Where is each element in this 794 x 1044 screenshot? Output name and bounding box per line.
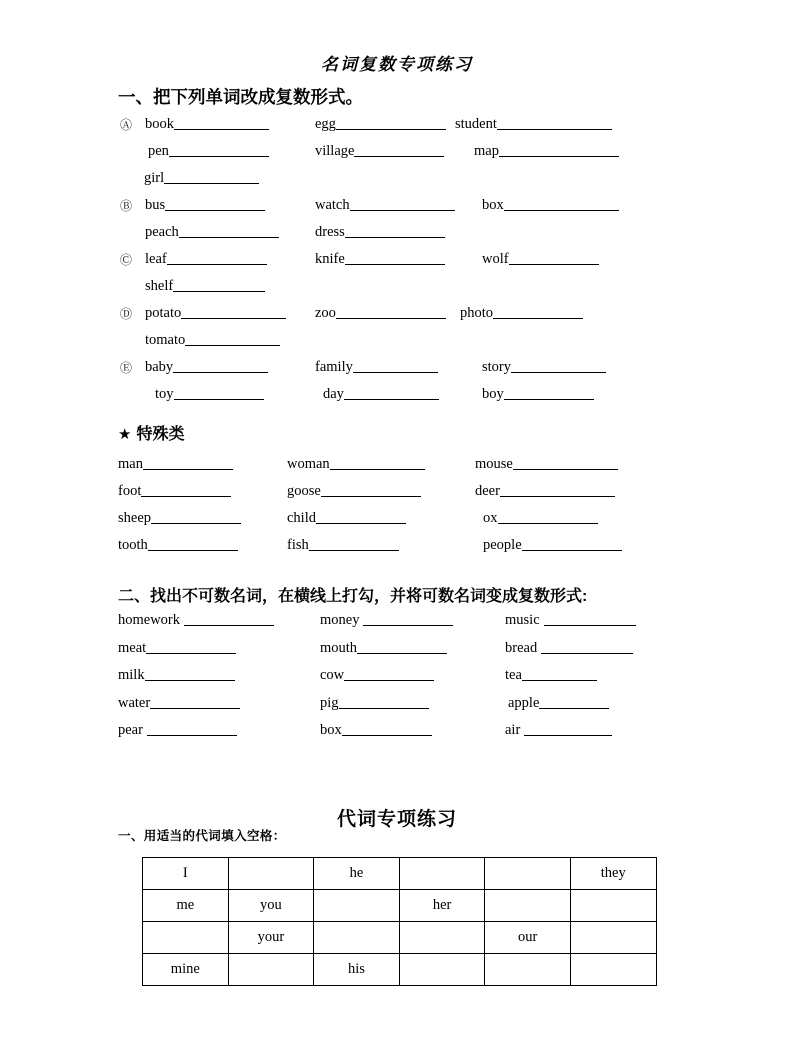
word-label: mouse: [475, 456, 513, 472]
word-blank-item: [118, 509, 241, 527]
answer-blank[interactable]: [145, 667, 235, 681]
answer-blank[interactable]: [493, 305, 583, 319]
word-blank-item: [505, 639, 633, 657]
answer-blank[interactable]: [173, 359, 268, 373]
word-blank-item: [155, 385, 264, 403]
word-blank-item: [482, 385, 594, 403]
word-blank-item: [118, 666, 235, 684]
word-label: egg: [315, 116, 336, 132]
answer-blank[interactable]: [344, 386, 439, 400]
word-blank-item: [145, 115, 269, 133]
pronoun-cell-filled: our: [485, 922, 571, 954]
word-blank-item: [148, 142, 269, 160]
answer-blank[interactable]: [184, 612, 274, 626]
page-title-pronoun: 代词专项练习: [336, 809, 457, 830]
word-blank-item: [315, 223, 445, 241]
answer-blank[interactable]: [350, 197, 455, 211]
word-blank-item: [315, 142, 444, 160]
answer-blank[interactable]: [541, 640, 633, 654]
word-label: man: [118, 456, 143, 472]
word-row: [0, 536, 794, 563]
word-blank-item: [460, 304, 583, 322]
word-blank-item: [315, 358, 438, 376]
pronoun-cell-filled: he: [314, 858, 400, 890]
word-blank-item: [320, 666, 434, 684]
star-icon: ★: [118, 426, 132, 443]
word-label: bread: [505, 639, 538, 656]
pronoun-cell-filled: they: [570, 858, 656, 890]
group-marker-icon: Ⓑ: [120, 199, 133, 213]
word-row: [0, 277, 794, 304]
special-category-heading: [118, 421, 184, 444]
word-blank-item: [145, 358, 268, 376]
answer-blank[interactable]: [169, 143, 269, 157]
word-blank-item: [475, 482, 615, 500]
pronoun-cell-filled: I: [143, 858, 229, 890]
word-blank-item: [320, 611, 453, 629]
answer-blank[interactable]: [499, 143, 619, 157]
word-label: sheep: [118, 510, 152, 526]
answer-blank[interactable]: [513, 456, 618, 470]
answer-blank[interactable]: [363, 612, 453, 626]
word-row: [0, 721, 794, 748]
answer-blank[interactable]: [345, 251, 445, 265]
word-blank-item: [315, 115, 446, 133]
word-label: milk: [118, 667, 145, 683]
word-label: homework: [118, 612, 181, 628]
word-label: story: [482, 359, 511, 375]
answer-blank[interactable]: [504, 197, 619, 211]
word-blank-item: [323, 385, 439, 403]
word-blank-item: [505, 611, 636, 629]
answer-blank[interactable]: [316, 510, 406, 524]
answer-blank[interactable]: [321, 483, 421, 497]
word-label: boy: [482, 386, 504, 402]
pronoun-cell-filled: me: [143, 890, 229, 922]
word-label: tomato: [145, 332, 186, 348]
word-blank-item: [475, 455, 618, 473]
word-row: [0, 331, 794, 358]
word-blank-item: [505, 721, 612, 739]
word-blank-item: [118, 721, 237, 739]
word-label: tooth: [118, 537, 148, 553]
word-blank-item: [320, 694, 429, 712]
section-heading-one: 一、把下列单词改成复数形式。: [118, 87, 363, 107]
word-label: watch: [315, 197, 350, 213]
word-label: bus: [145, 197, 166, 213]
answer-blank[interactable]: [353, 359, 438, 373]
answer-blank[interactable]: [354, 143, 444, 157]
word-blank-item: [482, 250, 599, 268]
answer-blank[interactable]: [148, 537, 238, 551]
word-blank-item: [315, 196, 455, 214]
word-label: foot: [118, 483, 142, 499]
word-blank-item: [287, 482, 421, 500]
word-label: goose: [287, 483, 321, 499]
word-label: cow: [320, 667, 345, 683]
pronoun-cell-blank[interactable]: [485, 954, 571, 986]
pronoun-cell-blank[interactable]: [143, 922, 229, 954]
answer-blank[interactable]: [500, 483, 615, 497]
word-row: [0, 115, 794, 142]
word-blank-item: [482, 196, 619, 214]
word-blank-item: [118, 639, 236, 657]
word-label: map: [474, 143, 499, 159]
word-blank-item: [118, 611, 274, 629]
answer-blank[interactable]: [539, 695, 609, 709]
word-label: toy: [155, 386, 174, 402]
word-label: pear: [118, 722, 143, 738]
word-blank-item: [145, 196, 265, 214]
word-label: woman: [287, 456, 330, 472]
answer-blank[interactable]: [357, 640, 447, 654]
answer-blank[interactable]: [511, 359, 606, 373]
pronoun-cell-blank[interactable]: [399, 858, 485, 890]
word-blank-item: [118, 694, 240, 712]
word-row: [0, 385, 794, 412]
pronoun-cell-filled: mine: [143, 954, 229, 986]
group-marker-icon: Ⓒ: [120, 253, 133, 267]
word-blank-item: [287, 455, 425, 473]
word-blank-item: [118, 482, 231, 500]
answer-blank[interactable]: [179, 224, 279, 238]
word-label: wolf: [482, 251, 509, 267]
answer-blank[interactable]: [150, 695, 240, 709]
word-blank-item: [315, 250, 445, 268]
table-row: [143, 858, 657, 890]
word-label: money: [320, 612, 360, 628]
answer-blank[interactable]: [497, 116, 612, 130]
word-row: [0, 482, 794, 509]
word-label: potato: [145, 305, 182, 321]
answer-blank[interactable]: [336, 116, 446, 130]
word-label: water: [118, 694, 151, 711]
word-label: peach: [145, 224, 179, 240]
pronoun-cell-blank[interactable]: [399, 954, 485, 986]
group-marker-icon: Ⓔ: [120, 361, 133, 375]
word-row: [0, 639, 794, 666]
word-label: deer: [475, 483, 500, 499]
answer-blank[interactable]: [504, 386, 594, 400]
pronoun-cell-blank[interactable]: [228, 858, 314, 890]
table-row: [143, 890, 657, 922]
word-label: girl: [144, 170, 165, 186]
word-label: mouth: [320, 639, 358, 656]
answer-blank[interactable]: [522, 537, 622, 551]
special-category-label: 特殊类: [136, 426, 185, 443]
word-label: apple: [508, 694, 540, 711]
pronoun-table: [142, 857, 657, 986]
answer-blank[interactable]: [345, 224, 445, 238]
word-row: [0, 509, 794, 536]
pronoun-cell-blank[interactable]: [314, 890, 400, 922]
word-label: book: [145, 116, 174, 132]
word-blank-item: [315, 304, 446, 322]
word-row: [0, 694, 794, 721]
section-heading-two: 二、找出不可数名词，在横线上打勾，并将可数名词变成复数形式:: [118, 588, 588, 605]
word-row: [0, 455, 794, 482]
answer-blank[interactable]: [544, 612, 636, 626]
answer-blank[interactable]: [524, 722, 612, 736]
answer-blank[interactable]: [146, 640, 236, 654]
word-blank-item: [483, 536, 622, 554]
word-blank-item: [144, 169, 259, 187]
answer-blank[interactable]: [344, 667, 434, 681]
group-marker-icon: Ⓐ: [120, 118, 133, 132]
word-blank-item: [145, 250, 267, 268]
pronoun-cell-blank[interactable]: [399, 922, 485, 954]
answer-blank[interactable]: [336, 305, 446, 319]
word-label: family: [315, 359, 353, 375]
word-label: photo: [460, 305, 494, 321]
word-blank-item: [320, 639, 447, 657]
word-label: fish: [287, 537, 309, 553]
answer-blank[interactable]: [174, 386, 264, 400]
word-label: shelf: [145, 278, 174, 294]
answer-blank[interactable]: [143, 456, 233, 470]
pronoun-cell-filled: his: [314, 954, 400, 986]
word-blank-item: [118, 455, 233, 473]
word-blank-item: [474, 142, 619, 160]
pronoun-cell-blank[interactable]: [485, 858, 571, 890]
word-blank-item: [287, 509, 406, 527]
pronoun-cell-blank[interactable]: [570, 922, 656, 954]
word-blank-item: [118, 536, 238, 554]
word-blank-item: [320, 721, 432, 739]
word-row: [0, 304, 794, 331]
answer-blank[interactable]: [522, 667, 597, 681]
word-row: [0, 358, 794, 385]
word-label: baby: [145, 359, 174, 375]
pronoun-cell-blank[interactable]: [228, 954, 314, 986]
answer-blank[interactable]: [167, 251, 267, 265]
pronoun-cell-blank[interactable]: [485, 890, 571, 922]
word-label: ox: [483, 510, 498, 526]
word-label: tea: [505, 667, 522, 683]
table-row: [143, 922, 657, 954]
word-label: dress: [315, 224, 345, 240]
word-blank-item: [483, 509, 598, 527]
word-blank-item: [455, 115, 612, 133]
answer-blank[interactable]: [151, 510, 241, 524]
word-label: village: [315, 143, 355, 159]
word-blank-item: [505, 666, 597, 684]
word-row: [0, 223, 794, 250]
pronoun-cell-blank[interactable]: [314, 922, 400, 954]
word-blank-item: [508, 694, 609, 712]
answer-blank[interactable]: [339, 695, 429, 709]
answer-blank[interactable]: [498, 510, 598, 524]
word-label: pen: [148, 143, 169, 159]
page-title-noun-plural: 名词复数专项练习: [321, 55, 473, 75]
group-marker-icon: Ⓓ: [120, 307, 133, 321]
word-label: music: [505, 612, 540, 628]
word-blank-item: [145, 223, 279, 241]
word-row: [0, 250, 794, 277]
pronoun-section-heading: 一、用适当的代词填入空格：: [118, 829, 286, 843]
word-label: day: [323, 386, 344, 402]
word-label: box: [320, 722, 342, 738]
word-label: meat: [118, 639, 147, 656]
word-label: zoo: [315, 305, 336, 321]
answer-blank[interactable]: [330, 456, 425, 470]
word-row: [0, 196, 794, 223]
answer-blank[interactable]: [165, 197, 265, 211]
word-blank-item: [145, 277, 265, 295]
answer-blank[interactable]: [309, 537, 399, 551]
word-blank-item: [145, 331, 280, 349]
word-row: [0, 666, 794, 693]
answer-blank[interactable]: [164, 170, 259, 184]
word-label: people: [483, 537, 522, 553]
word-label: student: [455, 116, 497, 132]
word-blank-item: [287, 536, 399, 554]
answer-blank[interactable]: [181, 305, 286, 319]
word-row: [0, 142, 794, 169]
word-label: leaf: [145, 251, 167, 267]
answer-blank[interactable]: [141, 483, 231, 497]
word-label: box: [482, 197, 504, 213]
answer-blank[interactable]: [147, 722, 237, 736]
pronoun-cell-filled: you: [228, 890, 314, 922]
answer-blank[interactable]: [174, 116, 269, 130]
word-label: knife: [315, 251, 345, 267]
word-label: air: [505, 722, 521, 738]
word-blank-item: [482, 358, 606, 376]
pronoun-cell-blank[interactable]: [570, 890, 656, 922]
answer-blank[interactable]: [173, 278, 265, 292]
pronoun-cell-blank[interactable]: [570, 954, 656, 986]
word-blank-item: [145, 304, 286, 322]
answer-blank[interactable]: [342, 722, 432, 736]
word-row: [0, 611, 794, 638]
pronoun-cell-filled: your: [228, 922, 314, 954]
pronoun-cell-filled: her: [399, 890, 485, 922]
answer-blank[interactable]: [185, 332, 280, 346]
word-label: pig: [320, 694, 339, 711]
word-row: [0, 169, 794, 196]
word-label: child: [287, 510, 316, 526]
table-row: [143, 954, 657, 986]
answer-blank[interactable]: [509, 251, 599, 265]
